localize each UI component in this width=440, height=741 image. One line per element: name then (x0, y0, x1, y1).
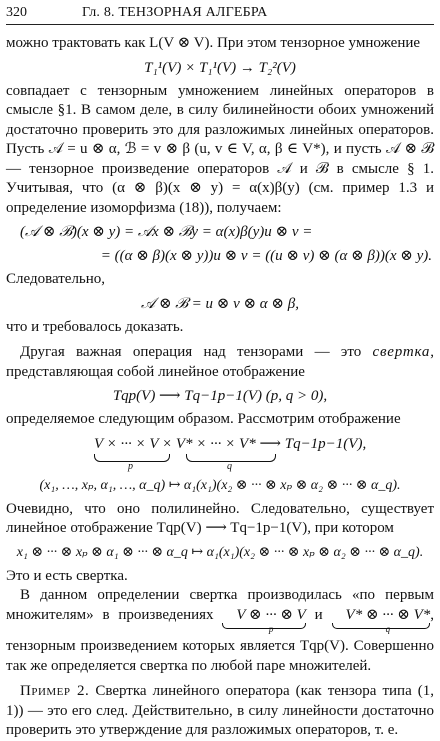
equation-line-2: = ((α ⊗ β)(x ⊗ y))u ⊗ v = ((u ⊗ v) ⊗ (α ⊗ β))(x ⊗ y). (100, 248, 432, 264)
paragraph-4: что и требовалось доказать. (6, 318, 184, 335)
p9-end: , тензорным произведением которых является Tqp(V). Совершенно так же определяется свертка по любой паре множителей. (6, 606, 435, 674)
paragraph-9 (6, 586, 434, 676)
example-text: Свертка линейного оператора (как тензора типа (1, 1)) — это его след. Действительно, в силу линейности достаточно проверить это утверждение для разложимых операторов, т. е. (6, 683, 434, 738)
example-label: Пример 2. (20, 683, 90, 699)
page-number: 320 (6, 5, 27, 20)
underbrace-q-label: q (227, 460, 232, 472)
page-header (6, 4, 434, 25)
equation-map-action: (x₁, …, xₚ, α₁, …, α_q) ↦ α₁(x₁)(x₂ ⊗ ··· ⊗ xₚ ⊗ α₂ ⊗ ··· ⊗ α_q). (39, 477, 401, 493)
term-convolution: свертка (372, 344, 431, 360)
paragraph-8: Это и есть свертка. (6, 567, 128, 584)
paragraph-3: Следовательно, (6, 271, 106, 287)
p9-mid: и (305, 606, 332, 623)
p5-start: Другая важная операция над тензорами — это (20, 344, 373, 360)
p5-end: , представляющая собой линейное отображение (6, 344, 434, 380)
equation-multilinear-map (6, 434, 434, 472)
underbrace-p-label: p (128, 460, 133, 472)
braced-product-v: V ⊗ ··· ⊗ V p (222, 606, 305, 638)
equation-result: 𝒜 ⊗ ℬ = u ⊗ v ⊗ α ⊗ β, (141, 295, 299, 312)
paragraph-1: можно трактовать как L(V ⊗ V). При этом тензорное умножение (6, 35, 421, 51)
equation-contraction-map: Tqp(V) ⟶ Tq−1p−1(V) (p, q > 0), (112, 388, 328, 404)
equation-tensor-product: T₁¹(V) × T₁¹(V) → T₂²(V) (144, 59, 296, 76)
paragraph-5 (6, 343, 434, 382)
paragraph-7: Очевидно, что оно полилинейно. Следовательно, существует линейное отображение Tqp(V) ⟶ Tq−1p−1(V), при котором (6, 500, 434, 536)
braced-product-vstar: V* ⊗ ··· ⊗ V* q (332, 606, 431, 638)
equation-map-line: V × ··· × V × V* × ··· × V* ⟶ Tq−1p−1(V), (94, 435, 367, 452)
p9-start: В данном определении свертка производилась «по первым множителям» в произведениях (6, 587, 434, 623)
paragraph-2: совпадает с тензорным умножением линейных операторов в смысле §1. В самом деле, в силу билинейности обоих умножений достаточно проверить это для разложимых линейных операторов. Пусть 𝒜 = u ⊗ α, ℬ = v ⊗ β (u, v ∈ V, α, β ∈ V*), и пусть 𝒜 ⊗ ℬ — тензорное произведение операторов 𝒜 и ℬ в смысле § 1. Учитывая, что (α ⊗ β)(x ⊗ y) = α(x)β(y) (см. пример 1.3 и определение изоморфизма (18)), получаем: (6, 82, 434, 216)
equation-contraction-action: x₁ ⊗ ··· ⊗ xₚ ⊗ α₁ ⊗ ··· ⊗ α_q ↦ α₁(x₁)(x₂ ⊗ ··· ⊗ xₚ ⊗ α₂ ⊗ ··· ⊗ α_q). (16, 544, 424, 560)
running-title: Гл. 8. ТЕНЗОРНАЯ АЛГЕБРА (82, 5, 268, 20)
paragraph-6: определяемое следующим образом. Рассмотрим отображение (6, 411, 401, 427)
page-body (6, 34, 434, 741)
paragraph-10 (6, 682, 434, 741)
equation-line-1: (𝒜 ⊗ ℬ)(x ⊗ y) = 𝒜x ⊗ ℬy = α(x)β(y)u ⊗ v = (20, 224, 313, 240)
